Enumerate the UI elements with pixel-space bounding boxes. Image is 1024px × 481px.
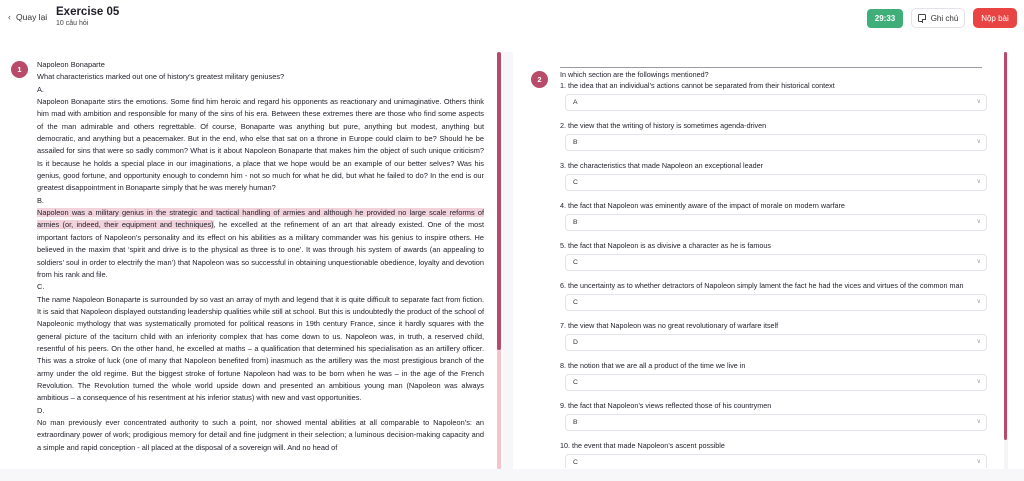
- question-item: [560, 200, 987, 231]
- question-label: 5. the fact that Napoleon is as divisive a character as he is famous: [560, 241, 771, 250]
- question-instruction: In which section are the followings mentioned?: [560, 70, 709, 79]
- questions-scrollbar-thumb[interactable]: [1004, 52, 1007, 440]
- answer-select[interactable]: [565, 134, 987, 151]
- chevron-down-icon: ∨: [976, 299, 981, 305]
- question-item: [560, 440, 987, 468]
- selected-answer: B: [573, 139, 578, 146]
- chevron-down-icon: ∨: [976, 219, 981, 225]
- notes-label: Ghi chú: [930, 13, 959, 23]
- highlighted-text[interactable]: Napoleon was a military genius in the strategic and tactical handling of armies and although he provided no large scale reforms of armies (or, indeed, their equipment and techniques): [37, 208, 484, 230]
- chevron-down-icon: ∨: [976, 339, 981, 345]
- answer-select[interactable]: [565, 374, 987, 391]
- back-label: Quay lại: [16, 12, 48, 22]
- section-label-b: B.: [37, 195, 44, 205]
- chevron-down-icon: ∨: [976, 259, 981, 265]
- answer-select[interactable]: [565, 334, 987, 351]
- question-label: 8. the notion that we are all a product of the time we live in: [560, 361, 746, 370]
- top-bar: [0, 0, 1024, 40]
- answer-select[interactable]: [565, 294, 987, 311]
- notes-button[interactable]: [911, 8, 965, 28]
- section-label-c: C.: [37, 282, 45, 292]
- question-item: [560, 240, 987, 271]
- back-button[interactable]: [8, 12, 47, 22]
- answer-select[interactable]: [565, 254, 987, 271]
- section-text-b: , he excelled at the refinement of an art that already existed. One of the most important factors of Napoleon’s personality and its effect on his abilities as a military commander was his genius to inspire others. He believed in the maxim that ‘spirit and drive is to the physical as three is to one’. It was through his system of awards (an appealing to soldiers’ soul in order to electrify the man’) that Napoleon was so successful in obtaining unquestionable obedience, loyalty and devotion from his rank and file.: [37, 220, 484, 279]
- question-item: [560, 120, 987, 151]
- section-b-paragraph: [37, 207, 484, 281]
- answer-select[interactable]: [565, 414, 987, 431]
- selected-answer: C: [573, 459, 578, 466]
- section-text-a: Napoleon Bonaparte stirs the emotions. Some find him heroic and regard his opponents as reactionary and unimaginative. Others think him mad with ambition and responsible for many of the sins of his era. Between these extremes there are those who find some aspects of the man admirable and others regrettable. Of course, Bonaparte was anything but pure, anything but modest, anything but democratic, and anything but a peacemaker. But in the end, who else that sat on a throne in Europe could claim to be? Should he be assailed for sins that were so sadly common? What is it about Napoleon Bonaparte that makes him the object of such unique criticism? Is it because he holds a special place in our imaginations, a place that we hope would be an example of our better selves? Was his genius, good fortune, and opportunity enough to condemn him - not so much for what he did, but what he failed to do? In the end is our greatest disappointment in Bonaparte simply that he was merely human?: [37, 97, 484, 193]
- header-actions: [867, 8, 1017, 28]
- question-item: [560, 320, 987, 351]
- answer-select[interactable]: [565, 94, 987, 111]
- selected-answer: C: [573, 179, 578, 186]
- submit-button[interactable]: Nộp bài: [973, 8, 1017, 28]
- section-label-a: A.: [37, 84, 44, 94]
- question-item: [560, 80, 987, 111]
- question-label: 10. the event that made Napoleon’s ascent possible: [560, 441, 725, 450]
- questions-panel: [520, 55, 1000, 468]
- question-label: 9. the fact that Napoleon’s views reflected those of his countrymen: [560, 401, 772, 410]
- chevron-down-icon: ∨: [976, 419, 981, 425]
- question-label: 4. the fact that Napoleon was eminently aware of the impact of morale on modern warfare: [560, 201, 845, 210]
- question-item: [560, 400, 987, 431]
- question-list: [560, 69, 987, 468]
- question-label: 1. the idea that an individual’s actions cannot be separated from their historical context: [560, 81, 835, 90]
- question-label: 6. the uncertainty as to whether detractors of Napoleon simply lament the fact he had the vices and virtues of the common man: [560, 281, 964, 290]
- question-item: [560, 360, 987, 391]
- answer-select[interactable]: [565, 454, 987, 468]
- bottom-bar: [0, 469, 1024, 481]
- selected-answer: C: [573, 259, 578, 266]
- passage-text: [37, 59, 484, 454]
- selected-answer: D: [573, 339, 578, 346]
- timer-badge: 29:33: [867, 9, 903, 28]
- note-icon: [918, 14, 926, 22]
- question-group-badge: 2: [531, 71, 548, 88]
- passage-scrollbar-thumb[interactable]: [497, 52, 501, 350]
- section-label-d: D.: [37, 405, 45, 415]
- exercise-title-block: [56, 6, 119, 27]
- selected-answer: C: [573, 379, 578, 386]
- answer-select[interactable]: [565, 174, 987, 191]
- selected-answer: B: [573, 419, 578, 426]
- question-item: [560, 280, 987, 311]
- questions-divider: [560, 67, 982, 68]
- panel-divider: [503, 52, 513, 470]
- question-label: 3. the characteristics that made Napoleon an exceptional leader: [560, 161, 763, 170]
- selected-answer: A: [573, 99, 578, 106]
- question-item: [560, 160, 987, 191]
- chevron-left-icon: ‹: [8, 12, 11, 22]
- selected-answer: B: [573, 219, 578, 226]
- chevron-down-icon: ∨: [976, 459, 981, 465]
- answer-select[interactable]: [565, 214, 987, 231]
- section-text-d: No man previously ever concentrated authority to such a point, nor showed mental abilities at all comparable to Napoleon’s: an extraordinary power of work; prodigious memory for detail and fine judgment in their selection; a luminous decision-making capacity and a simple and rapid conception - all placed at the disposal of a sovereign will. And no head of: [37, 417, 484, 452]
- chevron-down-icon: ∨: [976, 179, 981, 185]
- question-label: 2. the view that the writing of history is sometimes agenda-driven: [560, 121, 767, 130]
- question-count: 10 câu hỏi: [56, 20, 89, 27]
- section-text-c: The name Napoleon Bonaparte is surrounded by so vast an array of myth and legend that it is quite difficult to separate fact from fiction. It is said that Napoleon displayed outstanding leadership qualities while still at school. But this is undoubtedly the product of the school of Napoleonic mythology that was systematically promoted for political reasons in 19th century France, since it hardly squares with the general picture of the taciturn child with an inferiority complex that has come down to us. Napoleon was, in truth, a reserved child, resentful of his peers. On the other hand, he excelled at maths – a qualification that determined his specialisation as an artillery officer. This was a stroke of luck (one of many that Napoleon benefited from) inasmuch as the artillery was the most prestigious branch of the army under the old regime. But the biggest stroke of fortune Napoleon had was to be born when he was – in the age of the French Revolution. The Revolution turned the whole world upside down and presented an ambitious young man (Napoleon was always ambitious – a consequence of his resentment at his inferior status) with new and vast opportunities.: [37, 294, 484, 403]
- chevron-down-icon: ∨: [976, 139, 981, 145]
- chevron-down-icon: ∨: [976, 379, 981, 385]
- chevron-down-icon: ∨: [976, 99, 981, 105]
- page-title: Exercise 05: [56, 6, 120, 18]
- passage-panel: [0, 50, 500, 468]
- question-label: 7. the view that Napoleon was no great revolutionary of warfare itself: [560, 321, 779, 330]
- passage-title: Napoleon Bonaparte: [37, 60, 105, 69]
- selected-answer: C: [573, 299, 578, 306]
- passage-question: What characteristics marked out one of history’s greatest military geniuses?: [37, 72, 285, 82]
- passage-number-badge: 1: [11, 61, 28, 78]
